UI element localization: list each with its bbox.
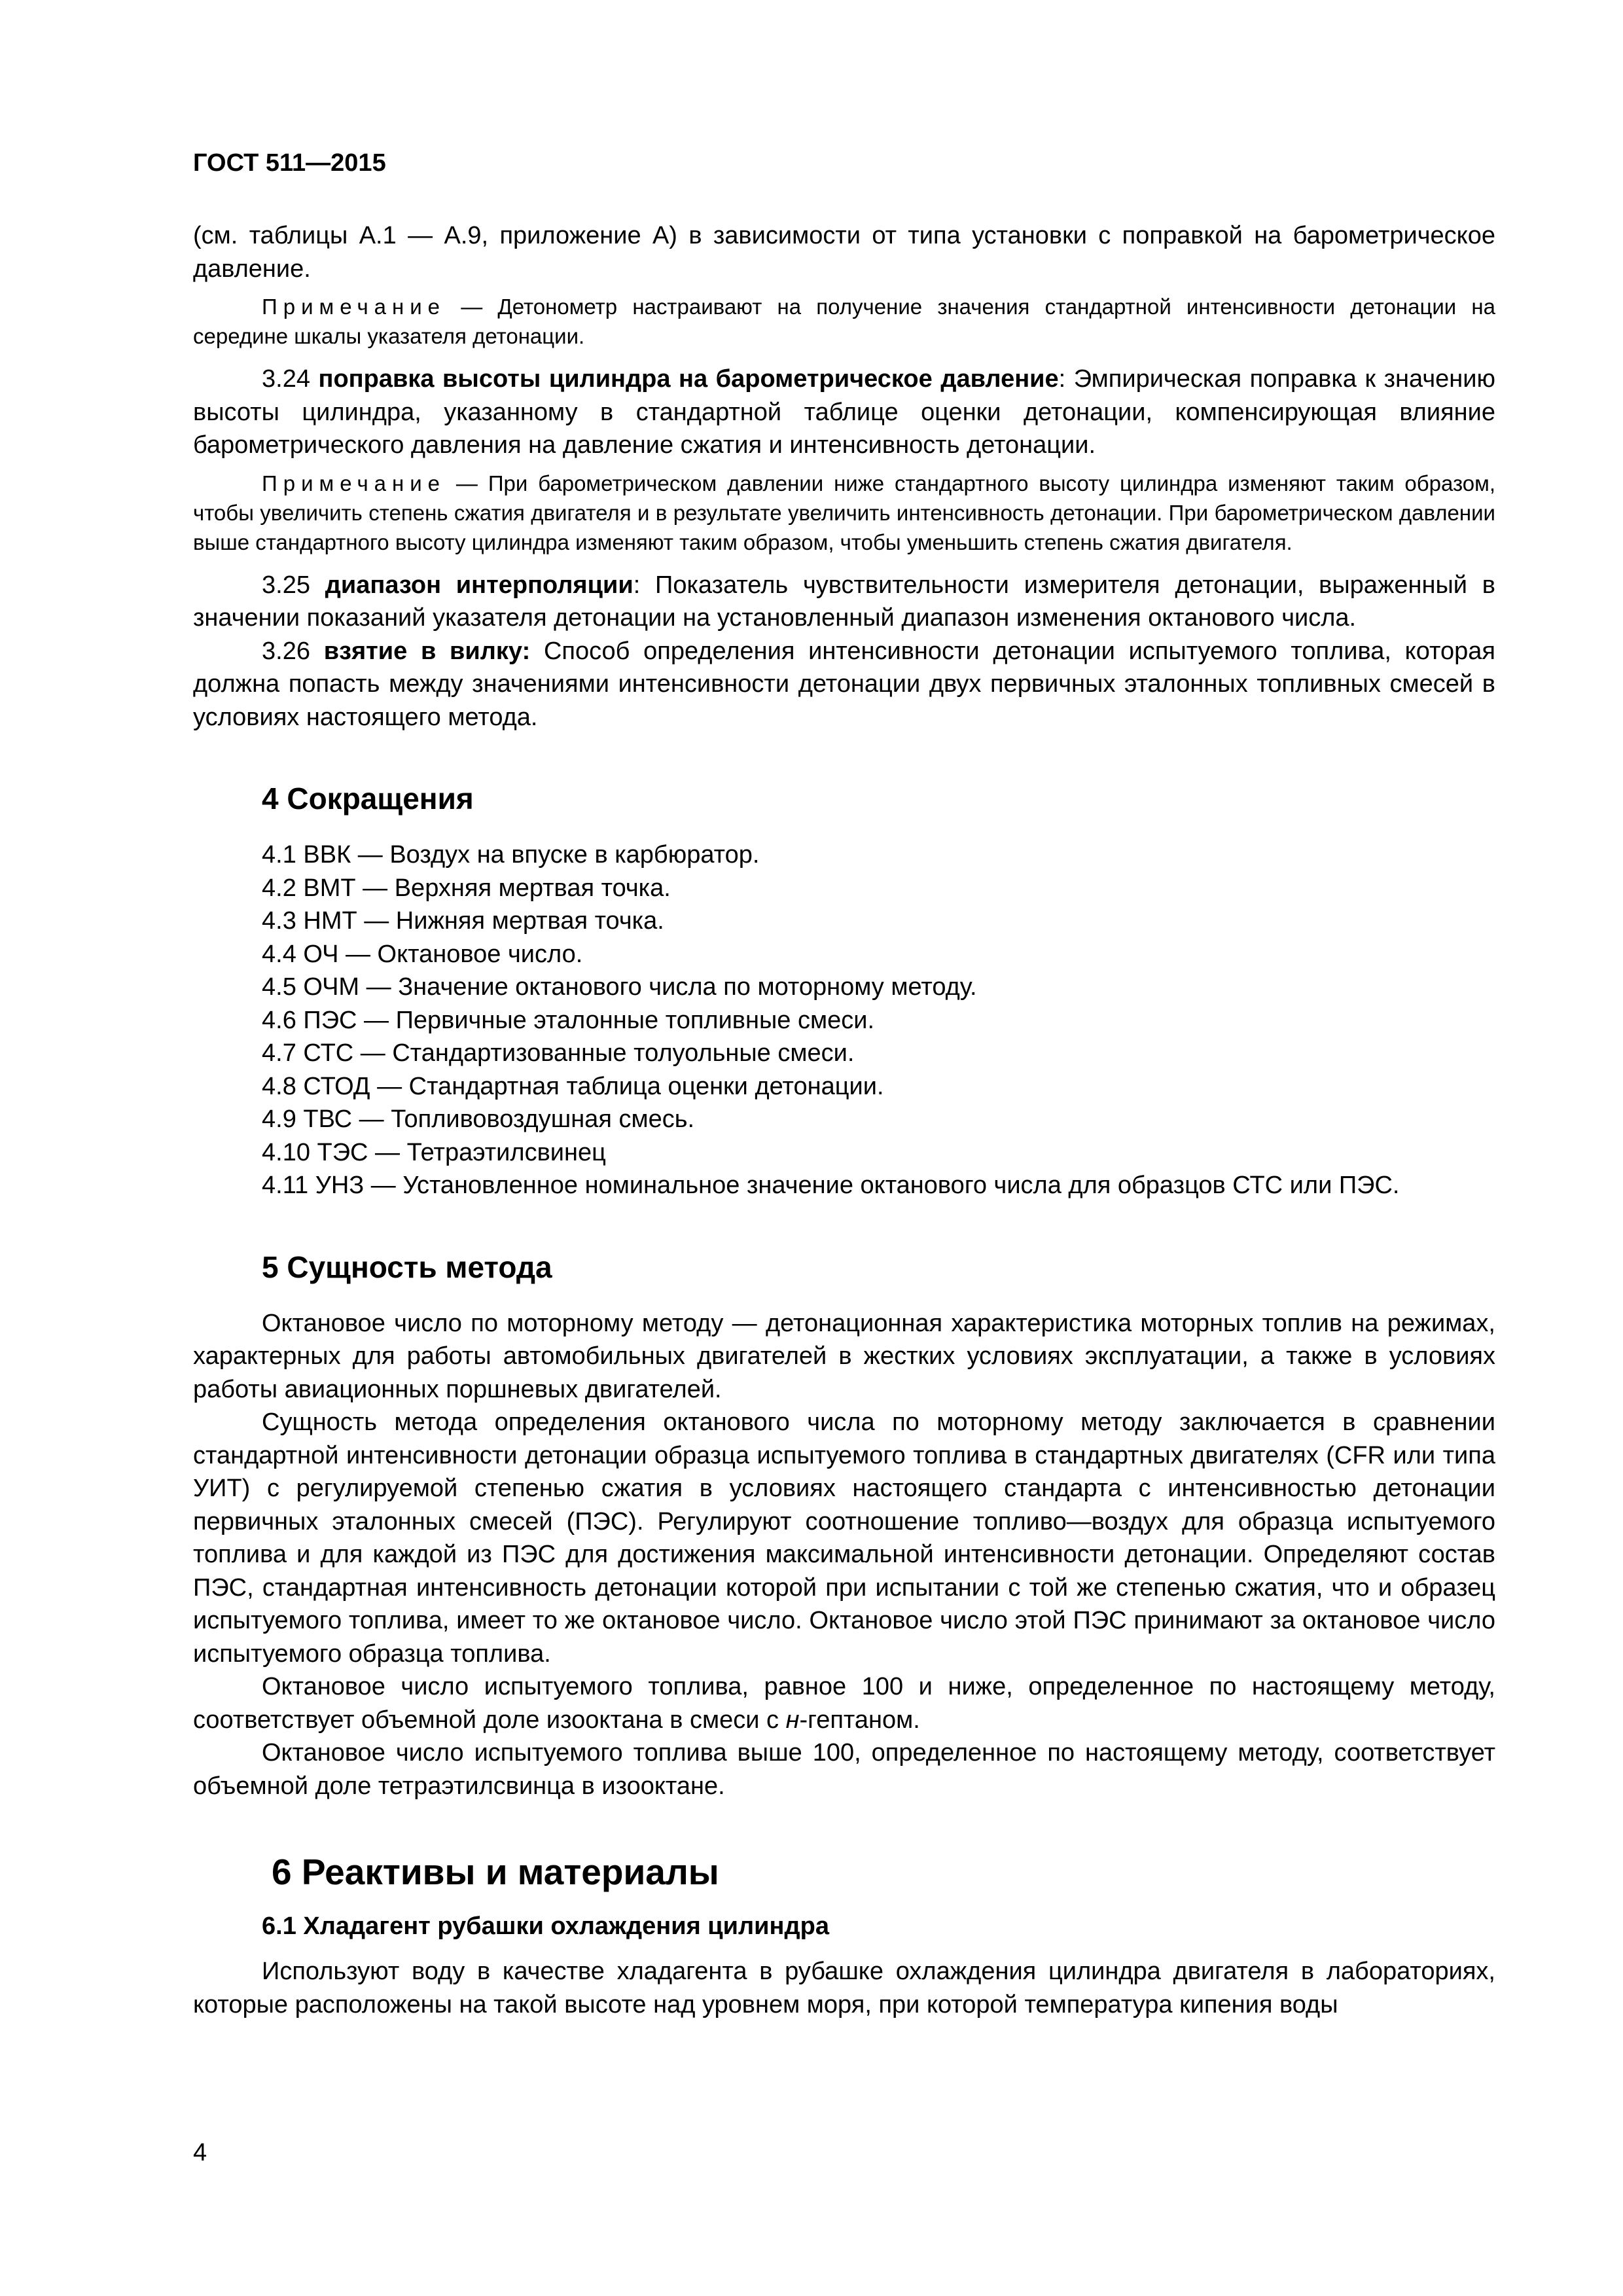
abbreviation-item: 4.4 ОЧ — Октановое число. <box>262 940 583 968</box>
doc-header: ГОСТ 511—2015 <box>193 149 386 177</box>
clause-number: 3.24 <box>262 365 319 393</box>
clause-3-25 <box>193 569 1495 635</box>
clause-text: Способ определения интенсивности детонации испытуемого топлива, которая должна попасть между значениями интенсивности детонации двух первичных эталонных топливных смесей в условиях настоящего метода. <box>193 637 1495 731</box>
abbreviation-item: 4.7 СТС — Стандартизованные толуольные смеси. <box>262 1039 855 1067</box>
abbreviation-item: 4.8 СТОД — Стандартная таблица оценки детонации. <box>262 1072 884 1100</box>
note-label: Примечание <box>262 471 446 495</box>
clause-term: диапазон интерполяции <box>325 571 633 599</box>
note-text: — Детонометр настраивают на получение значения стандартной интенсивности детонации на середине шкалы указателя детонации. <box>193 295 1495 348</box>
clause-number: 3.26 <box>262 637 324 665</box>
abbreviation-item: 4.6 ПЭС — Первичные эталонные топливные смеси. <box>262 1006 875 1034</box>
note-label: Примечание <box>262 295 446 319</box>
section5-paragraph-2: Сущность метода определения октанового числа по моторному методу заключается в сравнении стандартной интенсивности детонации образца испытуемого топлива в стандартных двигателях (CFR или типа УИТ) с регулируемой степенью сжатия в условиях настоящего стандарта с интенсивностью детонации первичных эталонных смесей (ПЭС). Регулируют соотношение топливо—воздух для образца испытуемого топлива и для каждой из ПЭС для достижения максимальной интенсивности детонации. Определяют состав ПЭС, стандартная интенсивность детонации которой при испытании с той же степенью сжатия, что и образец испытуемого топлива, имеет то же октановое число. Октановое число этой ПЭС принимают за октановое число испытуемого образца топлива. <box>193 1408 1495 1668</box>
abbreviation-item: 4.2 ВМТ — Верхняя мертвая точка. <box>262 874 671 902</box>
subsection-6-1-heading: 6.1 Хладагент рубашки охлаждения цилиндра <box>262 1912 829 1940</box>
section3-intro: (см. таблицы А.1 — А.9, приложение А) в зависимости от типа установки с поправкой на барометрическое давление. <box>193 222 1495 283</box>
paragraph-text: Октановое число испытуемого топлива, равное 100 и ниже, определенное по настоящему методу, соответствует объемной доле изооктана в смеси с <box>193 1673 1495 1734</box>
abbreviation-item: 4.5 ОЧМ — Значение октанового числа по моторному методу. <box>262 973 977 1001</box>
italic-letter: н <box>785 1706 800 1734</box>
note-2 <box>193 469 1495 557</box>
section6-paragraph-1: Используют воду в качестве хладагента в рубашке охлаждения цилиндра двигателя в лабораториях, которые расположены на такой высоте над уровнем моря, при которой температура кипения воды <box>193 1958 1495 2018</box>
paragraph-text: -гептаном. <box>799 1706 920 1734</box>
clause-term: поправка высоты цилиндра на барометрическое давление <box>318 365 1059 393</box>
note-1 <box>193 292 1495 351</box>
clause-3-24 <box>193 363 1495 462</box>
clause-text: : Эмпирическая поправка к значению высоты цилиндра, указанному в стандартной таблице оценки детонации, компенсирующая влияние барометрического давления на давление сжатия и интенсивность детонации. <box>193 365 1495 459</box>
abbreviation-item: 4.9 ТВС — Топливовоздушная смесь. <box>262 1105 695 1133</box>
section-4-heading: 4 Сокращения <box>262 781 474 816</box>
clause-3-26 <box>193 635 1495 734</box>
note-text: — При барометрическом давлении ниже стандартного высоту цилиндра изменяют таким образом, чтобы увеличить степень сжатия двигателя и в результате увеличить интенсивность детонации. При барометрическом давлении выше стандартного высоту цилиндра изменяют таким образом, чтобы уменьшить степень сжатия двигателя. <box>193 471 1495 554</box>
section-5-heading: 5 Сущность метода <box>262 1249 552 1284</box>
section5-paragraph-4: Октановое число испытуемого топлива выше 100, определенное по настоящему методу, соответствует объемной доле тетраэтилсвинца в изооктане. <box>193 1739 1495 1800</box>
clause-number: 3.25 <box>262 571 325 599</box>
abbreviation-item: 4.3 НМТ — Нижняя мертвая точка. <box>262 907 664 935</box>
section5-paragraph-1: Октановое число по моторному методу — детонационная характеристика моторных топлив на режимах, характерных для работы автомобильных двигателей в жестких условиях эксплуатации, а также в условиях работы авиационных поршневых двигателей. <box>193 1309 1495 1403</box>
section5-paragraph-3 <box>193 1670 1495 1736</box>
abbreviation-item: 4.11 УНЗ — Установленное номинальное значение октанового числа для образцов СТС или ПЭС. <box>262 1172 1400 1199</box>
page-content <box>193 219 1495 2021</box>
clause-text: : Показатель чувствительности измерителя детонации, выраженный в значении показаний указателя детонации на установленный диапазон изменения октанового числа. <box>193 571 1495 632</box>
clause-term: взятие в вилку: <box>323 637 531 665</box>
abbreviation-item: 4.1 ВВК — Воздух на впуске в карбюратор. <box>262 841 760 869</box>
section-6-heading: 6 Реактивы и материалы <box>272 1852 719 1892</box>
abbreviation-item: 4.10 ТЭС — Тетраэтилсвинец <box>262 1138 606 1166</box>
page-number: 4 <box>193 2139 207 2166</box>
